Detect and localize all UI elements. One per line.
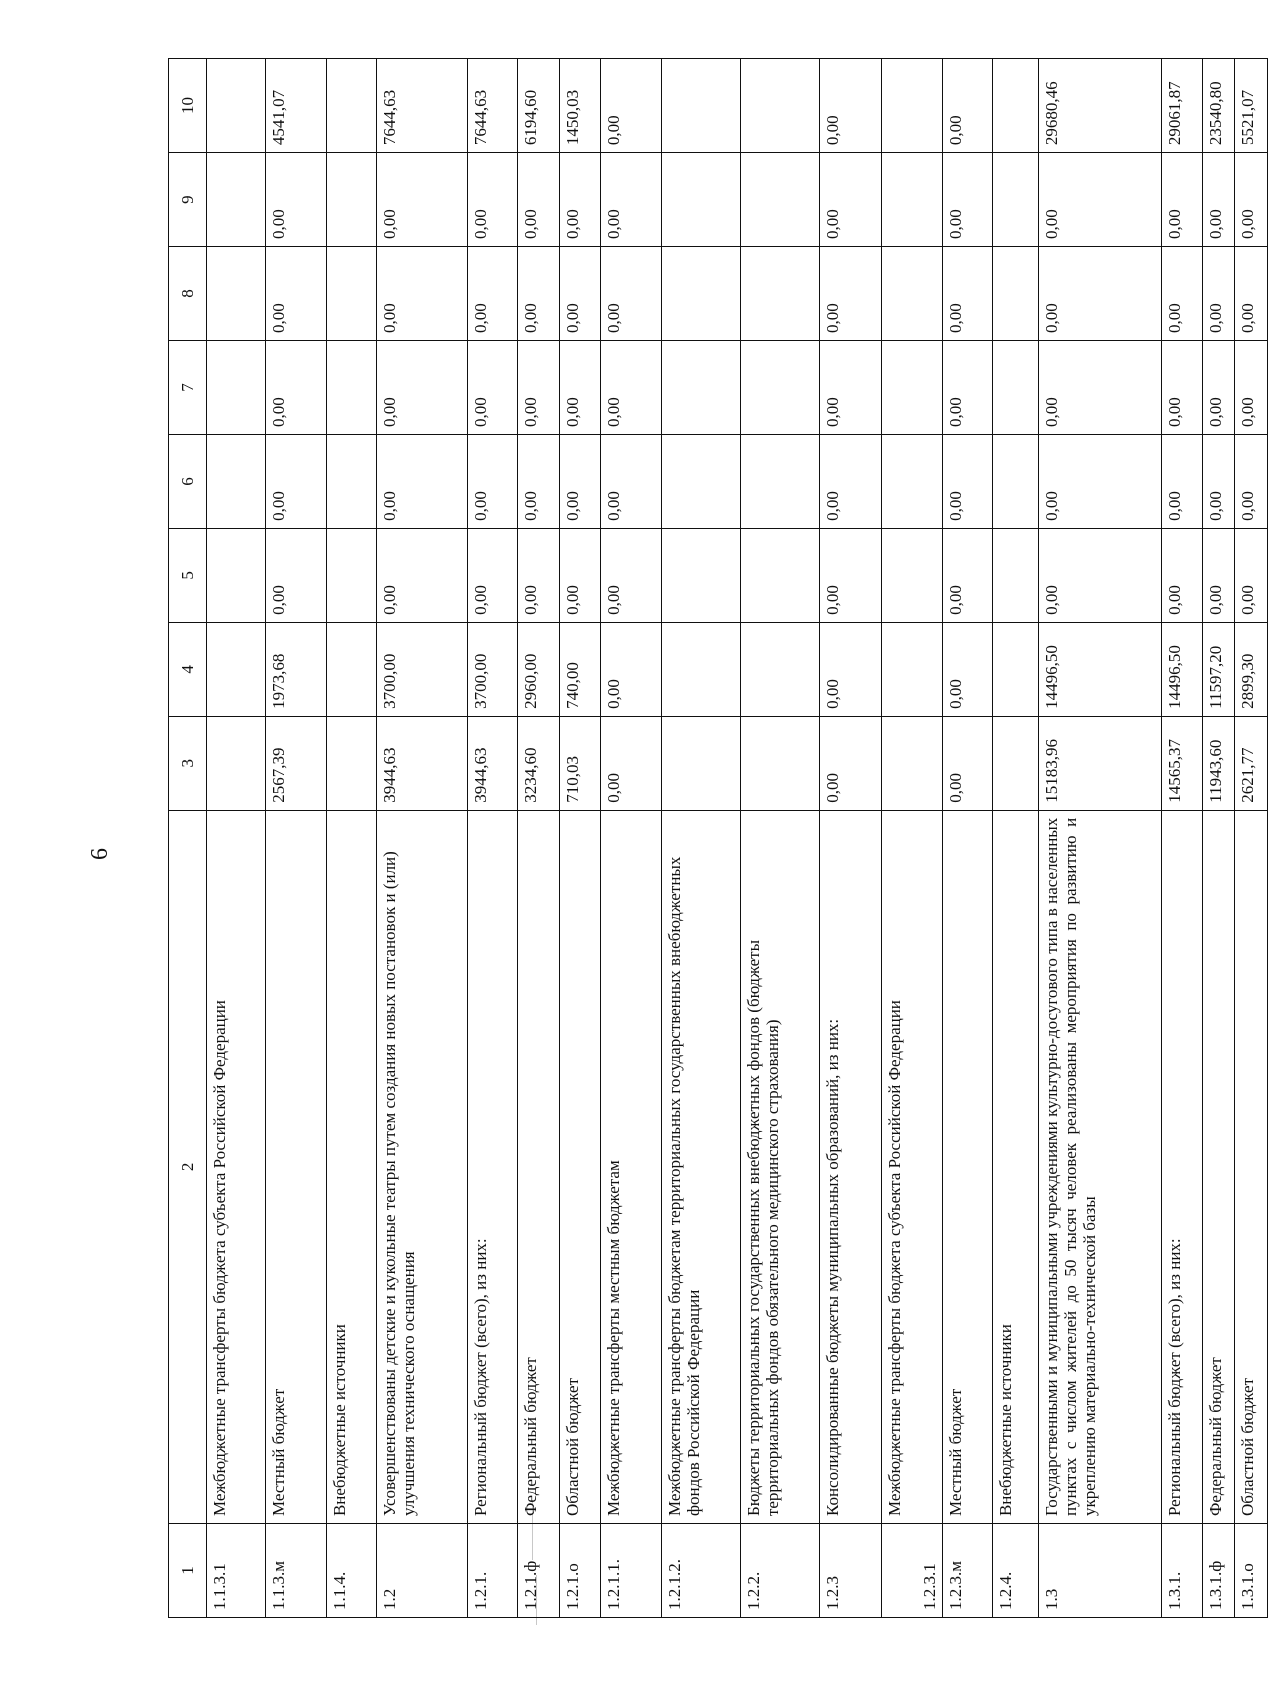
row-value: 0,00 — [560, 247, 601, 341]
row-value — [992, 622, 1039, 716]
row-value — [207, 59, 266, 153]
header-cell: 3 — [169, 716, 207, 810]
table-row — [820, 59, 882, 1618]
table-row — [992, 59, 1039, 1618]
row-value: 29061,87 — [1161, 59, 1202, 153]
row-value: 0,00 — [601, 434, 662, 528]
row-description: Региональный бюджет (всего), из них: — [1161, 810, 1202, 1523]
row-value: 0,00 — [942, 528, 992, 622]
row-code: 1.2.3.1 — [882, 1524, 943, 1618]
header-cell: 1 — [169, 1524, 207, 1618]
row-value — [207, 247, 266, 341]
row-value: 5521,07 — [1235, 59, 1268, 153]
row-value: 0,00 — [1161, 528, 1202, 622]
row-value — [992, 528, 1039, 622]
row-description: Региональный бюджет (всего), из них: — [468, 810, 518, 1523]
row-value — [882, 59, 943, 153]
row-value — [207, 622, 266, 716]
row-value — [327, 622, 377, 716]
row-description: Межбюджетные трансферты бюджета субъекта Российской Федерации — [207, 810, 266, 1523]
row-value: 11597,20 — [1202, 622, 1235, 716]
row-value: 0,00 — [468, 434, 518, 528]
row-value: 2621,77 — [1235, 716, 1268, 810]
row-value — [327, 153, 377, 247]
row-description: Межбюджетные трансферты бюджетам территориальных государственных внебюджетных фондов Российской Федерации — [661, 810, 740, 1523]
row-value: 0,00 — [468, 528, 518, 622]
row-value — [740, 341, 819, 435]
row-value: 3234,60 — [518, 716, 560, 810]
header-cell: 6 — [169, 434, 207, 528]
row-value: 0,00 — [266, 153, 327, 247]
row-value: 2567,39 — [266, 716, 327, 810]
row-value — [661, 434, 740, 528]
row-value: 0,00 — [601, 716, 662, 810]
row-value: 6194,60 — [518, 59, 560, 153]
row-value — [882, 153, 943, 247]
row-value — [740, 434, 819, 528]
row-value: 0,00 — [1202, 341, 1235, 435]
row-value: 0,00 — [601, 59, 662, 153]
header-cell: 4 — [169, 622, 207, 716]
row-value: 0,00 — [518, 528, 560, 622]
row-code: 1.2.3.м — [942, 1524, 992, 1618]
row-value: 0,00 — [1202, 434, 1235, 528]
row-value: 0,00 — [1161, 247, 1202, 341]
row-value — [740, 247, 819, 341]
row-code: 1.3 — [1039, 1524, 1161, 1618]
row-value — [207, 153, 266, 247]
table-row — [560, 59, 601, 1618]
row-value — [882, 716, 943, 810]
row-value: 740,00 — [560, 622, 601, 716]
row-code: 1.3.1. — [1161, 1524, 1202, 1618]
row-code: 1.1.3.м — [266, 1524, 327, 1618]
row-value — [207, 341, 266, 435]
row-value: 0,00 — [1202, 247, 1235, 341]
row-value: 710,03 — [560, 716, 601, 810]
header-cell: 8 — [169, 247, 207, 341]
row-value: 0,00 — [942, 434, 992, 528]
row-value: 0,00 — [560, 153, 601, 247]
row-description: Межбюджетные трансферты бюджета субъекта Российской Федерации — [882, 810, 943, 1523]
table-row — [327, 59, 377, 1618]
row-value — [992, 341, 1039, 435]
row-value — [327, 434, 377, 528]
row-value: 0,00 — [601, 528, 662, 622]
row-value: 0,00 — [820, 247, 882, 341]
row-value: 0,00 — [942, 622, 992, 716]
row-value: 1973,68 — [266, 622, 327, 716]
row-value: 29680,46 — [1039, 59, 1161, 153]
row-value: 0,00 — [518, 341, 560, 435]
row-value: 0,00 — [1039, 153, 1161, 247]
row-value: 11943,60 — [1202, 716, 1235, 810]
row-description: Внебюджетные источники — [992, 810, 1039, 1523]
row-description: Федеральный бюджет — [1202, 810, 1235, 1523]
row-code: 1.3.1.о — [1235, 1524, 1268, 1618]
row-code: 1.1.3.1 — [207, 1524, 266, 1618]
row-value — [661, 528, 740, 622]
row-value — [740, 622, 819, 716]
row-value: 0,00 — [1235, 341, 1268, 435]
row-value — [327, 247, 377, 341]
row-value: 0,00 — [942, 341, 992, 435]
row-value: 0,00 — [820, 341, 882, 435]
row-value — [661, 153, 740, 247]
header-cell: 10 — [169, 59, 207, 153]
table-row — [1202, 59, 1235, 1618]
table-row — [518, 59, 560, 1618]
row-value: 0,00 — [560, 528, 601, 622]
row-description: Бюджеты территориальных государственных внебюджетных фондов (бюджеты территориальных фондов обязательного медицинского страхования) — [740, 810, 819, 1523]
header-row — [169, 59, 207, 1618]
table-row — [601, 59, 662, 1618]
table-row — [740, 59, 819, 1618]
row-code: 1.1.4. — [327, 1524, 377, 1618]
row-value: 0,00 — [518, 247, 560, 341]
row-value — [992, 247, 1039, 341]
row-value — [207, 528, 266, 622]
row-value — [992, 59, 1039, 153]
row-value: 0,00 — [820, 528, 882, 622]
row-value: 0,00 — [468, 153, 518, 247]
row-value: 4541,07 — [266, 59, 327, 153]
row-value — [882, 528, 943, 622]
row-value — [661, 622, 740, 716]
row-value — [327, 716, 377, 810]
row-value: 0,00 — [820, 434, 882, 528]
row-code: 1.2.1. — [468, 1524, 518, 1618]
row-value: 0,00 — [942, 247, 992, 341]
row-code: 1.2.1.2. — [661, 1524, 740, 1618]
row-code: 1.2.3 — [820, 1524, 882, 1618]
row-code: 1.2 — [377, 1524, 468, 1618]
row-value: 1450,03 — [560, 59, 601, 153]
table-row — [266, 59, 327, 1618]
row-description: Государственными и муниципальными учреждениями культурно-досугового типа в населенных пунктах с числом жителей до 50 тысяч человек реализованы мероприятия по развитию и укреплению материально-технической базы — [1039, 810, 1161, 1523]
row-value: 0,00 — [1161, 341, 1202, 435]
row-value — [740, 59, 819, 153]
table-row — [882, 59, 943, 1618]
row-code: 1.2.1.1. — [601, 1524, 662, 1618]
row-value: 0,00 — [942, 59, 992, 153]
row-value: 0,00 — [942, 153, 992, 247]
row-value: 0,00 — [560, 434, 601, 528]
row-value: 3700,00 — [468, 622, 518, 716]
row-value — [992, 153, 1039, 247]
row-value — [327, 59, 377, 153]
row-value — [740, 528, 819, 622]
row-code: 1.2.1.ф — [518, 1524, 560, 1618]
row-value: 0,00 — [820, 153, 882, 247]
row-value: 0,00 — [1039, 341, 1161, 435]
row-description: Областной бюджет — [1235, 810, 1268, 1523]
row-value — [882, 622, 943, 716]
row-value: 3944,63 — [468, 716, 518, 810]
row-code: 1.2.2. — [740, 1524, 819, 1618]
row-value: 0,00 — [1202, 528, 1235, 622]
row-value: 0,00 — [377, 247, 468, 341]
row-value: 0,00 — [377, 153, 468, 247]
row-value: 0,00 — [518, 434, 560, 528]
row-description: Федеральный бюджет — [518, 810, 560, 1523]
row-description: Местный бюджет — [266, 810, 327, 1523]
row-value: 14496,50 — [1161, 622, 1202, 716]
row-value — [740, 153, 819, 247]
table-row — [1161, 59, 1202, 1618]
row-value — [207, 716, 266, 810]
row-value: 2960,00 — [518, 622, 560, 716]
row-value — [661, 59, 740, 153]
row-description: Местный бюджет — [942, 810, 992, 1523]
row-value: 0,00 — [518, 153, 560, 247]
row-value: 0,00 — [468, 341, 518, 435]
row-value: 0,00 — [942, 716, 992, 810]
row-value — [661, 716, 740, 810]
row-value: 0,00 — [820, 716, 882, 810]
row-value: 0,00 — [560, 341, 601, 435]
row-value: 0,00 — [601, 622, 662, 716]
row-value: 0,00 — [601, 341, 662, 435]
row-code: 1.2.4. — [992, 1524, 1039, 1618]
row-value: 0,00 — [1235, 434, 1268, 528]
row-value — [207, 434, 266, 528]
table-row — [207, 59, 266, 1618]
row-description: Межбюджетные трансферты местным бюджетам — [601, 810, 662, 1523]
row-value — [992, 716, 1039, 810]
row-value: 0,00 — [1039, 528, 1161, 622]
row-value — [327, 341, 377, 435]
row-value: 0,00 — [820, 59, 882, 153]
table-row — [661, 59, 740, 1618]
row-value — [882, 341, 943, 435]
row-value: 15183,96 — [1039, 716, 1161, 810]
budget-table — [168, 58, 1268, 1618]
row-value: 7644,63 — [468, 59, 518, 153]
table-row — [942, 59, 992, 1618]
row-value: 14565,37 — [1161, 716, 1202, 810]
row-value: 0,00 — [468, 247, 518, 341]
row-value: 0,00 — [266, 528, 327, 622]
row-value — [661, 247, 740, 341]
row-value: 3944,63 — [377, 716, 468, 810]
row-value: 0,00 — [266, 341, 327, 435]
row-description: Областной бюджет — [560, 810, 601, 1523]
row-description: Усовершенствованы детские и кукольные театры путем создания новых постановок и (или) улучшения технического оснащения — [377, 810, 468, 1523]
header-cell: 5 — [169, 528, 207, 622]
row-code: 1.2.1.о — [560, 1524, 601, 1618]
row-value: 14496,50 — [1039, 622, 1161, 716]
row-value: 2899,30 — [1235, 622, 1268, 716]
row-value: 0,00 — [1235, 247, 1268, 341]
row-value: 0,00 — [1039, 247, 1161, 341]
table-row — [1039, 59, 1161, 1618]
header-cell: 9 — [169, 153, 207, 247]
table-row — [1235, 59, 1268, 1618]
row-value: 0,00 — [820, 622, 882, 716]
table-row — [377, 59, 468, 1618]
row-value: 23540,80 — [1202, 59, 1235, 153]
row-value: 0,00 — [601, 153, 662, 247]
row-description: Внебюджетные источники — [327, 810, 377, 1523]
row-value — [882, 247, 943, 341]
row-value: 0,00 — [1161, 434, 1202, 528]
budget-table-rotated — [168, 58, 1268, 1618]
row-description: Консолидированные бюджеты муниципальных образований, из них: — [820, 810, 882, 1523]
row-value: 0,00 — [1235, 528, 1268, 622]
row-value: 0,00 — [377, 528, 468, 622]
row-value: 0,00 — [1039, 434, 1161, 528]
header-cell: 2 — [169, 810, 207, 1523]
row-value — [882, 434, 943, 528]
row-value: 0,00 — [377, 341, 468, 435]
row-value: 0,00 — [377, 434, 468, 528]
row-value: 0,00 — [266, 247, 327, 341]
row-value: 0,00 — [1235, 153, 1268, 247]
row-value: 0,00 — [601, 247, 662, 341]
header-cell: 7 — [169, 341, 207, 435]
row-value: 0,00 — [266, 434, 327, 528]
row-value — [661, 341, 740, 435]
row-value: 3700,00 — [377, 622, 468, 716]
row-value: 0,00 — [1202, 153, 1235, 247]
row-code: 1.3.1.ф — [1202, 1524, 1235, 1618]
table-row — [468, 59, 518, 1618]
row-value — [992, 434, 1039, 528]
row-value — [327, 528, 377, 622]
row-value — [740, 716, 819, 810]
row-value: 0,00 — [1161, 153, 1202, 247]
page-number: 6 — [86, 848, 113, 860]
row-value: 7644,63 — [377, 59, 468, 153]
